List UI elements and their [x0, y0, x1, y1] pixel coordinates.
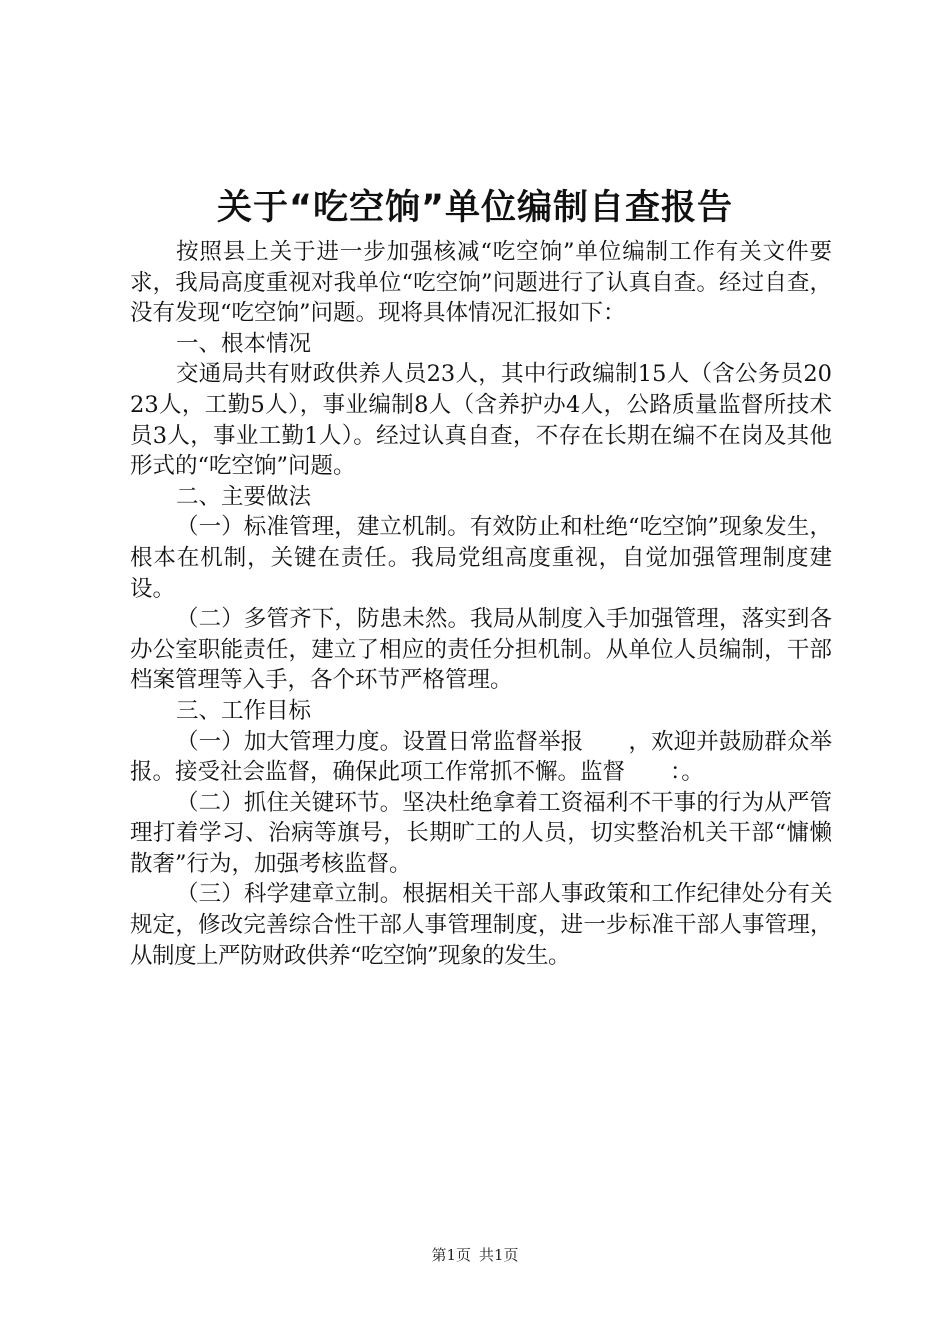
section-heading-basic-situation: 一、根本情况: [176, 330, 312, 357]
intro-paragraph: 按照县上关于进一步加强核减“吃空饷”单位编制工作有关文件要求，我局高度重视对我单位“吃空饷”问题进行了认真自查。经过自查，没有发现“吃空饷”问题。现将具体情况汇报如下：: [130, 239, 832, 327]
page-footer: [0, 1245, 950, 1265]
goal-paragraph-2: （二）抓住关键环节。坚决杜绝拿着工资福利不干事的行为从严管理打着学习、治病等旗号，长期旷工的人员，切实整治机关干部“慵懒散奢”行为，加强考核监督。: [130, 789, 832, 877]
basic-situation-paragraph: 交通局共有财政供养人员23人，其中行政编制15人（含公务员2023人，工勤5人），事业编制8人（含养护办4人，公路质量监督所技术员3人，事业工勤1人）。经过认真自查，不存在长期在编不在岗及其他形式的“吃空饷”问题。: [130, 361, 832, 480]
section-heading-work-goals: 三、工作目标: [176, 697, 312, 724]
practice-paragraph-2: （二）多管齐下，防患未然。我局从制度入手加强管理，落实到各办公室职能责任，建立了相应的责任分担机制。从单位人员编制，干部档案管理等入手，各个环节严格管理。: [130, 606, 832, 694]
document-body: [130, 237, 832, 971]
page-total: 共1页: [479, 1246, 519, 1264]
goal-paragraph-1: （一）加大管理力度。设置日常监督举报 ，欢迎并鼓励群众举报。接受社会监督，确保此项工作常抓不懈。监督 ：。: [130, 728, 832, 786]
page-number: 第1页: [431, 1246, 471, 1264]
document-title: 关于“吃空饷”单位编制自查报告: [216, 188, 733, 228]
practice-paragraph-1: （一）标准管理，建立机制。有效防止和杜绝“吃空饷”现象发生，根本在机制，关键在责任。我局党组高度重视，自觉加强管理制度建设。: [130, 514, 832, 602]
section-heading-main-practices: 二、主要做法: [176, 483, 312, 510]
goal-paragraph-3: （三）科学建章立制。根据相关干部人事政策和工作纪律处分有关规定，修改完善综合性干部人事管理制度，进一步标准干部人事管理，从制度上严防财政供养“吃空饷”现象的发生。: [130, 881, 832, 969]
